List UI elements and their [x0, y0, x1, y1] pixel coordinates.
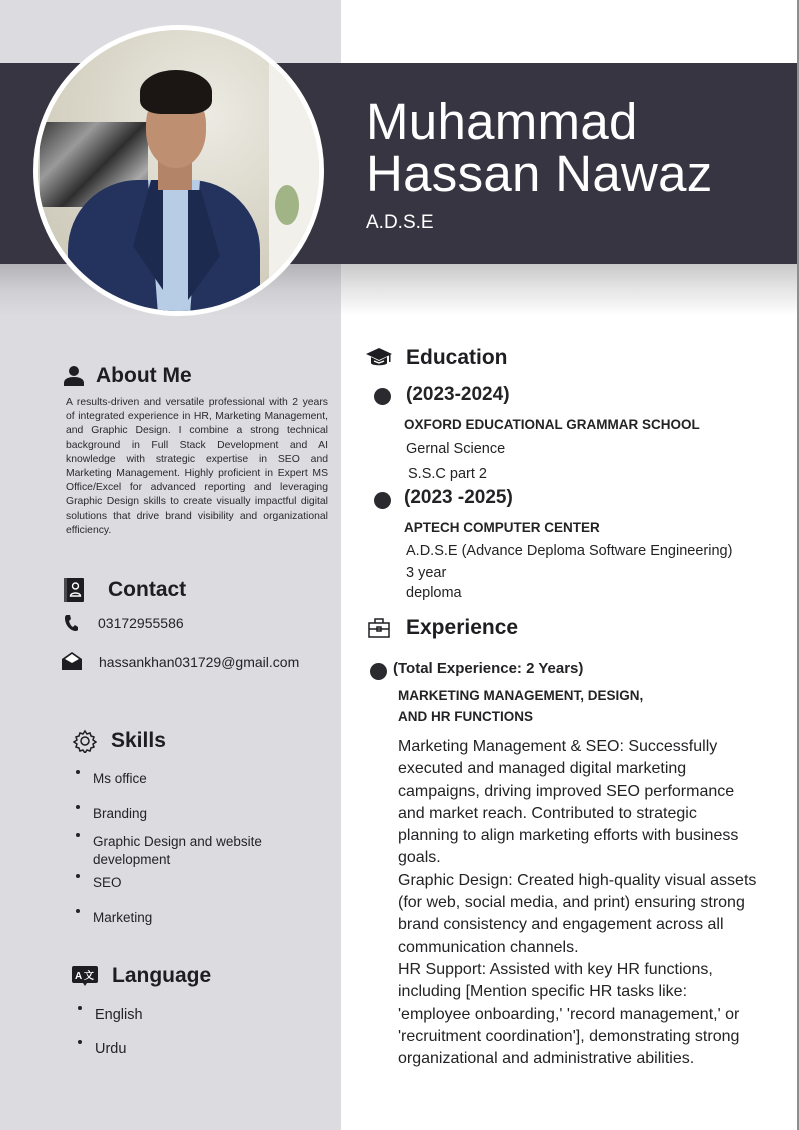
language-item: Urdu	[75, 1040, 275, 1060]
about-heading-label: About Me	[96, 364, 192, 387]
education-program: Gernal Science	[406, 441, 506, 457]
education-level: S.S.C part 2	[408, 466, 487, 482]
skill-item: Ms office	[73, 770, 333, 805]
skill-item: Branding	[73, 805, 333, 833]
briefcase-icon	[368, 617, 390, 639]
banner-shadow	[341, 264, 797, 316]
education-duration: 3 year	[406, 565, 447, 581]
background-plant	[275, 185, 299, 225]
email-address[interactable]: hassankhan031729@gmail.com	[99, 654, 300, 670]
experience-total: (Total Experience: 2 Years)	[393, 660, 584, 677]
education-type: deploma	[406, 585, 462, 601]
experience-heading	[368, 616, 518, 640]
gear-icon	[73, 729, 97, 753]
experience-paragraph: Marketing Management & SEO: Successfully executed and managed digital marketing campaigns, driving improved SEO performance and market reach. Contributed to strategic planning to align marketing efforts with business goals.	[398, 738, 739, 867]
timeline-dot	[374, 388, 391, 405]
background-window	[269, 60, 319, 280]
experience-paragraph: Graphic Design: Created high-quality visual assets (for web, social media, and print) ensuring strong brand consistency and engagement across all communication channels.	[398, 871, 757, 956]
language-heading-label: Language	[112, 964, 212, 987]
user-icon	[62, 364, 86, 388]
candidate-name	[366, 93, 713, 202]
timeline-dot	[370, 663, 387, 680]
svg-text:文: 文	[84, 971, 94, 982]
graduation-cap-icon	[365, 346, 393, 370]
name-line-2: Hassan Nawaz	[366, 145, 713, 202]
experience-paragraph: HR Support: Assisted with key HR functions, including [Mention specific HR tasks like: 'employee onboarding,' 'record management,' or 'recruitment coordination'], demonstrating strong organizational and administrative abilities.	[398, 960, 740, 1068]
skill-item: Graphic Design and website development	[73, 833, 263, 874]
contact-book-icon	[62, 577, 86, 603]
education-years: (2023 -2025)	[404, 487, 513, 508]
translate-icon	[70, 964, 100, 988]
email-icon	[61, 651, 85, 673]
skills-heading-label: Skills	[111, 729, 166, 752]
education-heading	[365, 346, 508, 370]
profile-photo	[33, 25, 324, 316]
timeline-dot	[374, 492, 391, 509]
skill-item: SEO	[73, 874, 333, 909]
contact-heading-label: Contact	[108, 578, 187, 601]
contact-heading	[62, 577, 186, 603]
phone-icon	[64, 614, 80, 632]
skill-item: Marketing	[73, 909, 333, 929]
language-item: English	[75, 1006, 275, 1040]
experience-role	[398, 685, 643, 727]
about-heading	[62, 364, 192, 388]
experience-description	[398, 736, 758, 1070]
contact-phone[interactable]	[64, 614, 184, 632]
education-heading-label: Education	[406, 346, 508, 369]
skills-heading	[73, 729, 166, 753]
candidate-title: A.D.S.E	[366, 212, 434, 233]
education-institution: APTECH COMPUTER CENTER	[404, 520, 600, 535]
phone-number: 03172955586	[98, 615, 184, 631]
experience-heading-label: Experience	[406, 616, 519, 639]
svg-text:A: A	[75, 971, 83, 982]
education-years: (2023-2024)	[406, 384, 510, 405]
about-text: A results-driven and versatile professional with 2 years of integrated experience in HR, Marketing Management, and Graphic Design. I combine a strong technical background in Full Stack Development and AI knowledge with strategic expertise in SEO and Marketing Management. Highly proficient in Expert MS Office/Excel for advanced reporting and leveraging Graphic Design skills to create visually impactful digital solutions that drive brand visibility and organizational efficiency.	[66, 397, 328, 536]
language-heading	[70, 964, 211, 988]
education-program: A.D.S.E (Advance Deploma Software Engineering)	[406, 543, 733, 559]
role-line-1: MARKETING MANAGEMENT, DESIGN,	[398, 688, 644, 703]
role-line-2: AND HR FUNCTIONS	[398, 709, 533, 724]
education-institution: OXFORD EDUCATIONAL GRAMMAR SCHOOL	[404, 417, 700, 432]
hair	[140, 70, 212, 114]
contact-email[interactable]	[61, 651, 299, 673]
name-line-1: Muhammad	[366, 93, 638, 150]
skills-list	[73, 770, 333, 929]
language-list	[75, 1006, 275, 1060]
